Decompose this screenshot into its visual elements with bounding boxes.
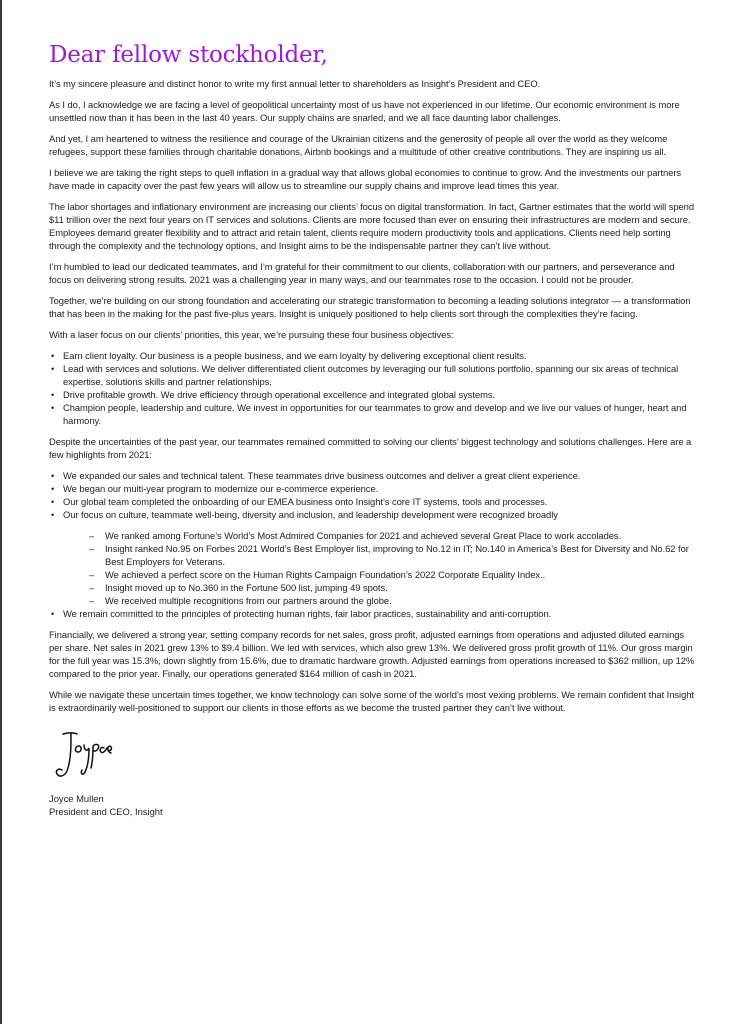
objective-item: • Drive profitable growth. We drive efficiency through operational excellence and integrated global systems. [49, 388, 699, 401]
objective-item: • Champion people, leadership and culture. We invest in opportunities for our teammates to grow and develop and we live our values of hunger, heart and harmony. [49, 401, 699, 427]
recognition-item: – We received multiple recognitions from our partners around the globe. [49, 594, 699, 607]
recognition-item: – We achieved a perfect score on the Human Rights Campaign Foundation’s 2022 Corporate Equality Index.. [49, 568, 699, 581]
objective-item: • Earn client loyalty. Our business is a people business, and we earn loyalty by delivering exceptional client results. [49, 349, 699, 362]
paragraph-humbled: I’m humbled to lead our dedicated teammates, and I’m grateful for their commitment to our clients, collaboration with our partners, and perseverance and focus on delivering strong results. 2021 was a challenging year in many ways, and our teammates rose to the occasion. I could not be prouder. [49, 261, 675, 285]
signer-name: Joyce Mullen [49, 793, 104, 804]
recognition-item: – We ranked among Fortune’s World’s Most Admired Companies for 2021 and achieved several Great Place to work accolades. [49, 529, 699, 542]
highlight-item: • We expanded our sales and technical talent. These teammates drive business outcomes and deliver a great client experience. [49, 469, 699, 482]
paragraph-ukraine: And yet, I am heartened to witness the resilience and courage of the Ukrainian citizens and the generosity of people all over the world as they welcome refugees, support these families through charitable donations, Airbnb bookings and a multitude of other creative contributions. They are inspiring us all. [49, 133, 668, 157]
recognition-item: – Insight ranked No.95 on Forbes 2021 World’s Best Employer list, improving to No.12 in IT; No.140 in America’s Best for Diversity and No.62 for Best Employers for Veterans. [49, 542, 699, 568]
signer-title: President and CEO, Insight [49, 806, 163, 817]
recognitions-list [49, 529, 699, 607]
signature-block [49, 728, 699, 818]
paragraph-financial: Financially, we delivered a strong year, setting company records for net sales, gross profit, adjusted earnings from operations and adjusted diluted earnings per share. Net sales in 2021 grew 13% to $9.4 billion. We led with services, which also grew 13%. We delivered gross profit growth of 11%. Our gross margin for the full year was 15.3%, down slightly from 15.6%, due to dramatic hardware growth. Adjusted earnings from operations increased to $362 million, up 12% compared to the prior year. Finally, our operations generated $164 million of cash in 2021. [49, 629, 695, 679]
highlight-item: • We began our multi-year program to modernize our e-commerce experience. [49, 482, 699, 495]
paragraph-highlights-intro: Despite the uncertainties of the past year, our teammates remained committed to solving our clients’ biggest technology and solutions challenges. Here are a few highlights from 2021: [49, 436, 692, 460]
letter-greeting: Dear fellow stockholder, [49, 42, 328, 68]
page-edge-line [0, 0, 2, 1024]
objectives-list [49, 349, 699, 427]
shareholder-letter [49, 42, 699, 818]
highlight-item: • Our global team completed the onboarding of our EMEA business onto Insight’s core IT systems, tools and processes. [49, 495, 699, 508]
paragraph-objectives-intro: With a laser focus on our clients’ priorities, this year, we’re pursuing these four business objectives: [49, 329, 454, 340]
highlights-list-continued [49, 607, 699, 620]
paragraph-labor: The labor shortages and inflationary environment are increasing our clients’ focus on digital transformation. In fact, Gartner estimates that the world will spend $11 trillion over the next four years on IT services and solutions. Clients are more focused than ever on ensuring their infrastructures are modern and secure. Employees demand greater flexibility and to attract and retain talent, clients require modern productivity tools and applications. Clients need help sorting through the complexity and the technology options, and Insight aims to be the indispensable partner they can’t live without. [49, 201, 695, 251]
highlight-item: • Our focus on culture, teammate well-being, diversity and inclusion, and leadership development were recognized broadly [49, 508, 699, 521]
paragraph-closing: While we navigate these uncertain times together, we know technology can solve some of the world’s most vexing problems. We remain confident that Insight is extraordinarily well-positioned to support our clients in those efforts as we become the trusted partner they can’t live without. [49, 689, 694, 713]
objective-item: • Lead with services and solutions. We deliver differentiated client outcomes by leveraging our full solutions portfolio, spanning our six areas of technical expertise, solutions skills and partner relationships. [49, 362, 699, 388]
paragraph-inflation: I believe we are taking the right steps to quell inflation in a gradual way that allows global economies to continue to grow. And the investments our partners have made in capacity over the past few years will allow us to streamline our supply chains and improve lead times this year. [49, 167, 682, 191]
highlights-list [49, 469, 699, 521]
recognition-item: – Insight moved up to No.360 in the Fortune 500 list, jumping 49 spots. [49, 581, 699, 594]
handwritten-signature [49, 728, 119, 784]
paragraph-intro: It’s my sincere pleasure and distinct honor to write my first annual letter to shareholders as Insight’s President and CEO. [49, 78, 541, 89]
paragraph-geopolitics: As I do, I acknowledge we are facing a level of geopolitical uncertainty most of us have not experienced in our lifetime. Our economic environment is more unsettled now than it has been in the last 40 years. Our supply chains are snarled, and we all face daunting labor challenges. [49, 99, 680, 123]
highlight-item: • We remain committed to the principles of protecting human rights, fair labor practices, sustainability and anti-corruption. [49, 607, 699, 620]
paragraph-together: Together, we’re building on our strong foundation and accelerating our strategic transformation to becoming a leading solutions integrator — a transformation that has been in the making for the past five-plus years. Insight is uniquely positioned to help clients sort through the complexities they’re facing. [49, 295, 691, 319]
